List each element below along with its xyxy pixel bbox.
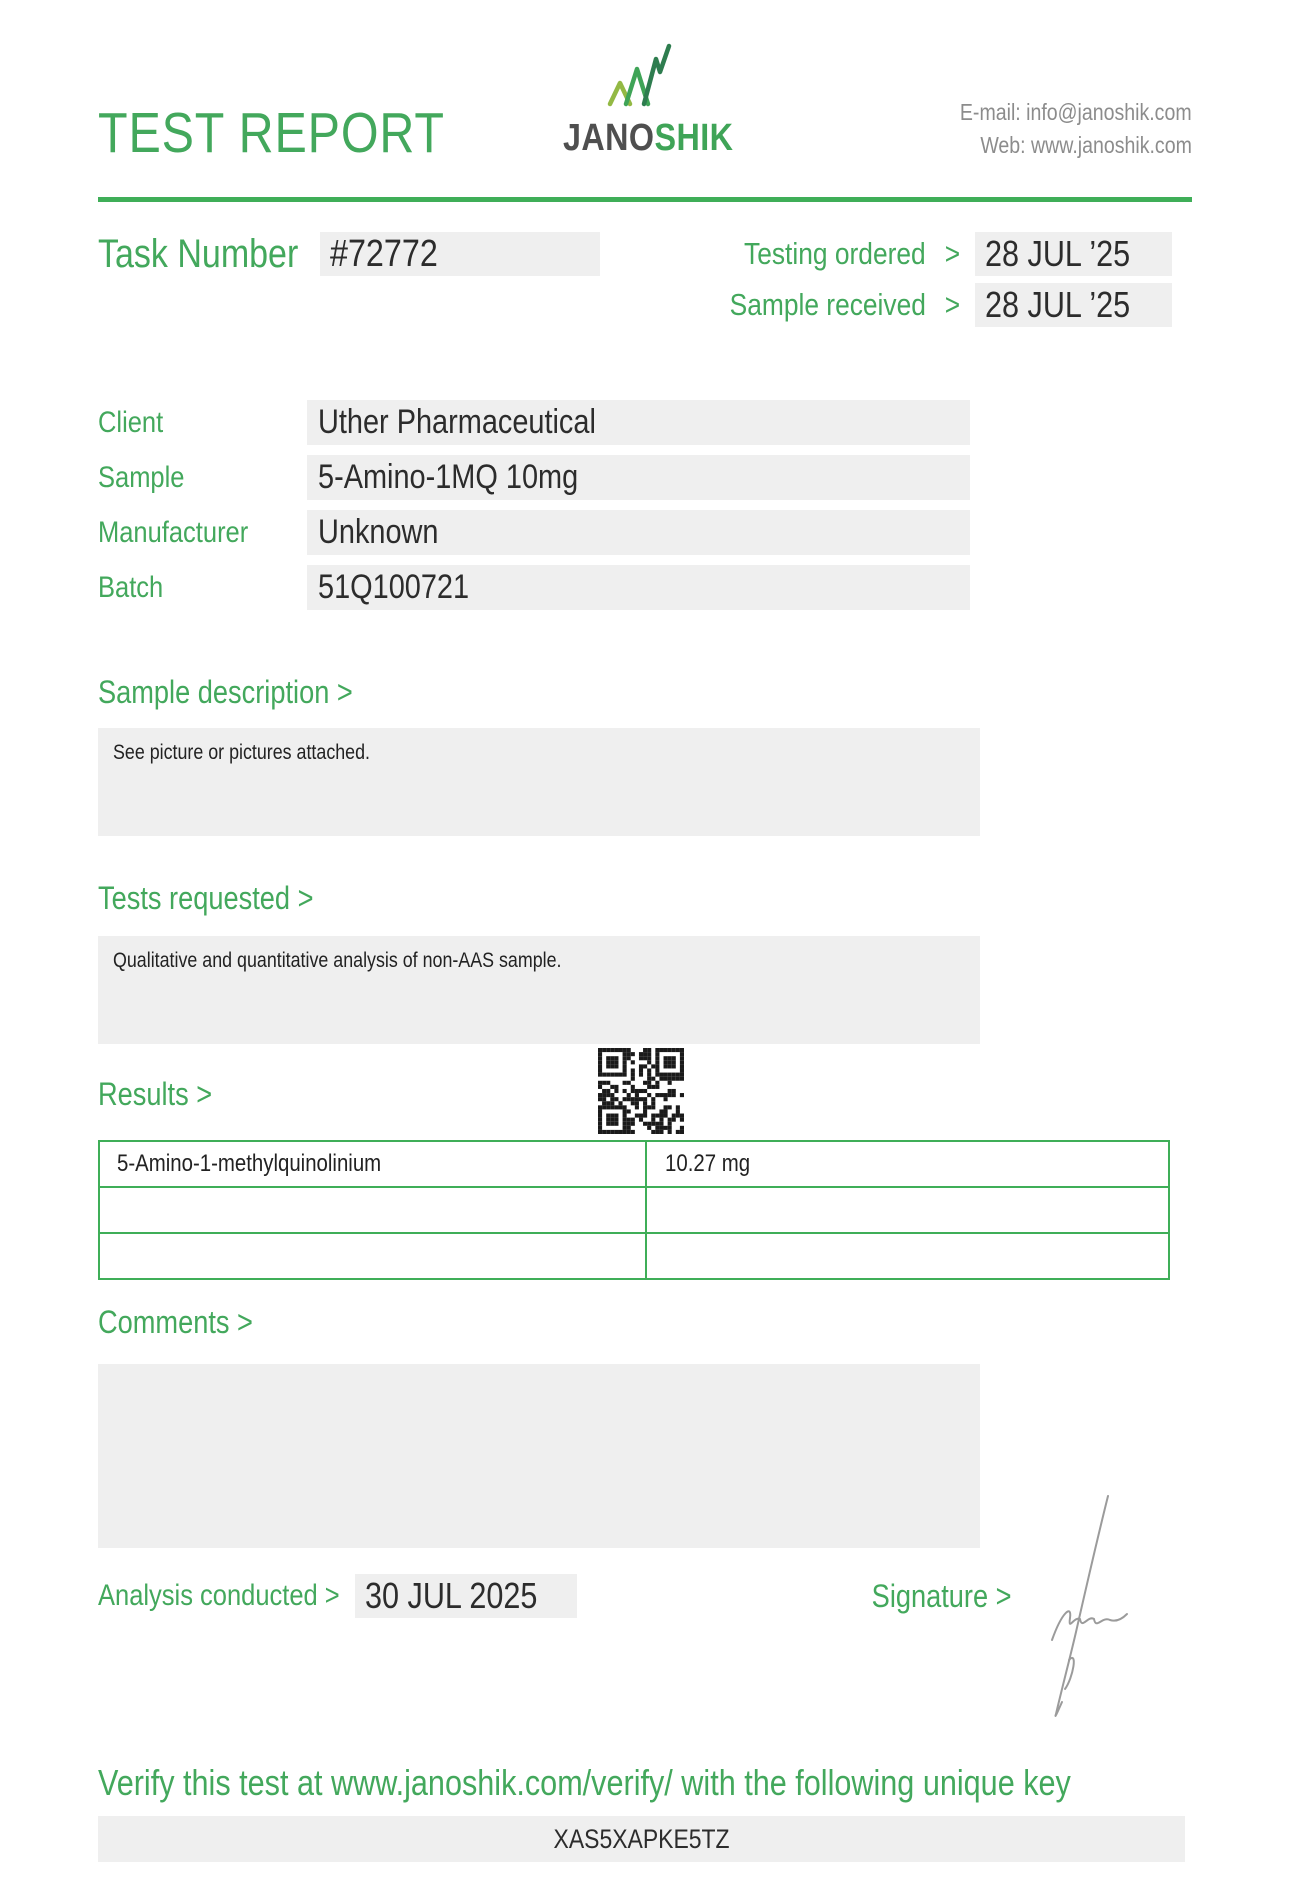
substance-cell [100, 1188, 647, 1232]
arrow-glyph: > [944, 236, 960, 271]
table-row [100, 1232, 1168, 1278]
amount-cell: 10.27 mg [665, 1150, 751, 1177]
batch-label: Batch [98, 570, 164, 604]
sample-received-label: Sample received > [729, 287, 960, 322]
task-number-value: #72772 [320, 232, 600, 276]
sample-received-value: 28 JUL ’25 [975, 283, 1172, 327]
comments-box [98, 1364, 980, 1548]
client-label: Client [98, 405, 164, 439]
testing-ordered-label: Testing ordered > [744, 236, 960, 271]
contact-email: E-mail: info@janoshik.com [960, 99, 1192, 125]
sample-label: Sample [98, 460, 185, 494]
sample-description-heading: Sample description > [98, 674, 353, 710]
verify-instruction: Verify this test at www.janoshik.com/verify/ with the following unique key [98, 1762, 1071, 1803]
substance-cell [100, 1234, 647, 1278]
batch-value: 51Q100721 [307, 565, 970, 610]
qr-code [598, 1048, 684, 1134]
unique-key-value: XAS5XAPKE5TZ [98, 1816, 1185, 1862]
header-divider-line [98, 197, 1192, 202]
results-table [98, 1140, 1170, 1280]
contact-info [919, 96, 1192, 161]
table-row [100, 1186, 1168, 1232]
contact-web: Web: www.janoshik.com [980, 131, 1192, 158]
tests-requested-heading: Tests requested > [98, 880, 314, 916]
signature-image [1038, 1492, 1138, 1724]
page-title: TEST REPORT [98, 101, 445, 165]
manufacturer-label: Manufacturer [98, 515, 249, 549]
manufacturer-value: Unknown [307, 510, 970, 555]
logo-wordmark: JANOSHIK [563, 117, 734, 159]
sample-value: 5-Amino-1MQ 10mg [307, 455, 970, 500]
client-value: Uther Pharmaceutical [307, 400, 970, 445]
logo [548, 42, 734, 160]
amount-cell [647, 1188, 1168, 1232]
results-heading: Results > [98, 1076, 213, 1112]
tests-requested-box: Qualitative and quantitative analysis of non-AAS sample. [98, 936, 980, 1044]
arrow-glyph: > [944, 287, 960, 322]
substance-cell: 5-Amino-1-methylquinolinium [100, 1142, 647, 1186]
comments-heading: Comments > [98, 1304, 253, 1340]
signature-label: Signature > [872, 1577, 1012, 1614]
analysis-conducted-label: Analysis conducted > [98, 1579, 340, 1612]
analysis-conducted-value: 30 JUL 2025 [355, 1574, 577, 1618]
logo-chart-icon [603, 42, 673, 110]
amount-cell [647, 1234, 1168, 1278]
testing-ordered-value: 28 JUL ’25 [975, 232, 1172, 276]
task-number-label: Task Number [98, 231, 299, 276]
sample-description-box: See picture or pictures attached. [98, 728, 980, 836]
table-row [100, 1142, 1168, 1186]
